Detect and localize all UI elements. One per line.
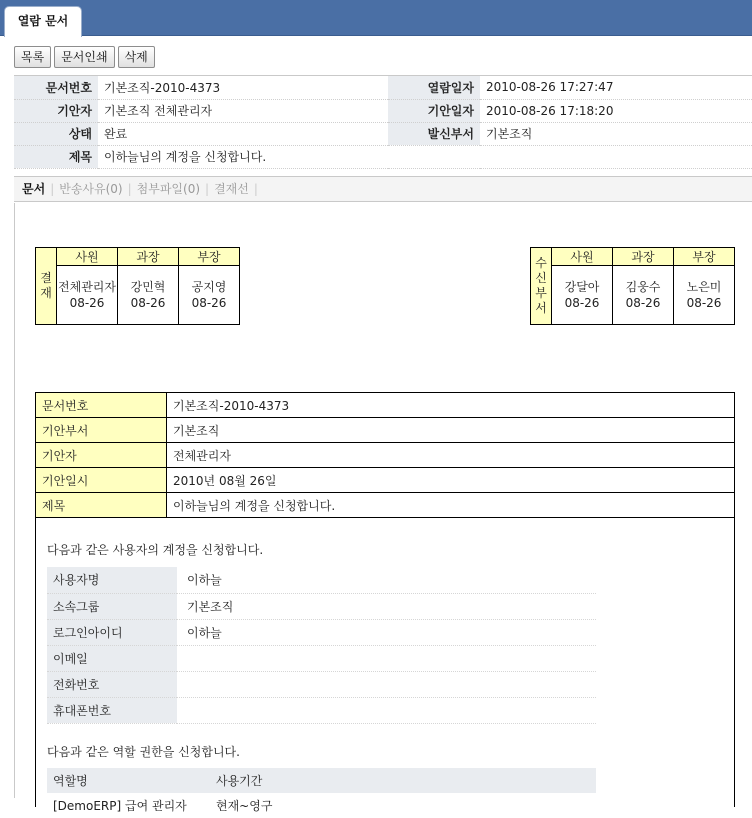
tab-document[interactable]: 문서 xyxy=(22,182,46,196)
role-header-period: 사용기간 xyxy=(210,768,596,793)
doc-field-label: 기안일시 xyxy=(36,468,167,493)
receiver-position: 과장 xyxy=(613,248,674,266)
approval-position: 사원 xyxy=(57,248,118,266)
approval-stamp: 강민혁 08-26 xyxy=(118,266,179,325)
user-field-label: 전화번호 xyxy=(47,671,177,697)
user-field-label: 이메일 xyxy=(47,645,177,671)
document-info xyxy=(14,75,752,169)
doc-field-value: 2010년 08월 26일 xyxy=(167,468,735,493)
delete-button[interactable]: 삭제 xyxy=(118,46,155,68)
tab-approval-line[interactable]: 결재선 xyxy=(214,182,249,196)
user-field-label: 사용자명 xyxy=(47,567,177,593)
toolbar xyxy=(14,46,158,68)
approval-stamp: 공지영 08-26 xyxy=(179,266,240,325)
send-dept-label: 발신부서 xyxy=(388,122,480,145)
draft-date-value: 2010-08-26 17:18:20 xyxy=(480,99,752,122)
receiver-stamp: 김웅수 08-26 xyxy=(613,266,674,325)
receiver-stamp: 노은미 08-26 xyxy=(674,266,735,325)
user-field-value xyxy=(177,671,596,697)
subject-label: 제목 xyxy=(14,145,98,168)
approval-stamp-table xyxy=(35,247,240,325)
user-intro-text: 다음과 같은 사용자의 계정을 신청합니다. xyxy=(47,543,264,557)
doc-field-label: 제목 xyxy=(36,493,167,518)
user-field-value xyxy=(177,697,596,723)
doc-field-label: 기안자 xyxy=(36,443,167,468)
receiver-position: 부장 xyxy=(674,248,735,266)
drafter-value: 기본조직 전체관리자 xyxy=(98,99,388,122)
role-period: 현재~영구 xyxy=(216,799,273,813)
doc-no-value: 기본조직-2010-4373 xyxy=(98,76,388,99)
doc-field-value: 이하늘님의 계정을 신청합니다. xyxy=(167,493,735,518)
user-field-value: 기본조직 xyxy=(177,593,596,619)
doc-field-value: 기본조직 xyxy=(167,418,735,443)
user-field-label: 휴대폰번호 xyxy=(47,697,177,723)
approval-position: 부장 xyxy=(179,248,240,266)
receiver-side-label: 수 신 부 서 xyxy=(531,248,552,325)
user-field-label: 로그인아이디 xyxy=(47,619,177,645)
status-value: 완료 xyxy=(98,122,388,145)
document-subtabs: 문서 | 반송사유(0) | 첨부파일(0) | 결재선 | xyxy=(14,176,752,202)
document-header-table xyxy=(35,392,735,518)
document-body xyxy=(14,203,752,813)
doc-field-label: 문서번호 xyxy=(36,393,167,418)
document-content xyxy=(35,517,735,813)
role-intro-text: 다음과 같은 역할 권한을 신청합니다. xyxy=(47,745,240,759)
doc-field-label: 기안부서 xyxy=(36,418,167,443)
send-dept-value: 기본조직 xyxy=(480,122,752,145)
user-field-value xyxy=(177,645,596,671)
doc-field-value: 전체관리자 xyxy=(167,443,735,468)
user-info-table xyxy=(47,567,596,724)
approval-side-label: 결 재 xyxy=(36,248,57,325)
approval-stamp: 전체관리자 08-26 xyxy=(57,266,118,325)
view-date-value: 2010-08-26 17:27:47 xyxy=(480,76,752,99)
draft-date-label: 기안일자 xyxy=(388,99,480,122)
receiver-position: 사원 xyxy=(552,248,613,266)
tab-view-document[interactable]: 열람 문서 xyxy=(4,6,82,37)
view-date-label: 열람일자 xyxy=(388,76,480,99)
doc-no-label: 문서번호 xyxy=(14,76,98,99)
tab-attachments[interactable]: 첨부파일(0) xyxy=(136,182,201,196)
user-field-label: 소속그룹 xyxy=(47,593,177,619)
drafter-label: 기안자 xyxy=(14,99,98,122)
main-panel xyxy=(0,37,752,813)
user-field-value: 이하늘 xyxy=(177,567,596,593)
print-button[interactable]: 문서인쇄 xyxy=(54,46,114,68)
approval-position: 과장 xyxy=(118,248,179,266)
role-table xyxy=(47,768,596,818)
list-button[interactable]: 목록 xyxy=(14,46,51,68)
tab-return-reason[interactable]: 반송사유(0) xyxy=(59,182,123,196)
user-field-value: 이하늘 xyxy=(177,619,596,645)
top-bar xyxy=(0,0,752,36)
role-name: [DemoERP] 급여 관리자 xyxy=(53,799,187,813)
receiver-stamp: 강달아 08-26 xyxy=(552,266,613,325)
subject-value: 이하늘님의 계정을 신청합니다. xyxy=(98,145,752,168)
doc-field-value: 기본조직-2010-4373 xyxy=(167,393,735,418)
receiver-stamp-table xyxy=(530,247,735,325)
status-label: 상태 xyxy=(14,122,98,145)
role-header-name: 역할명 xyxy=(47,768,210,793)
